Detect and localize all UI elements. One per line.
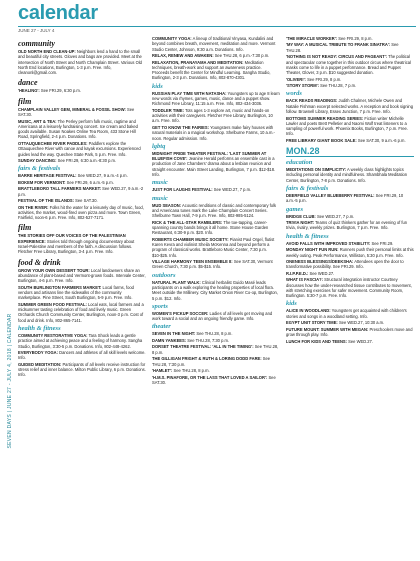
event-listing	[286, 116, 414, 137]
event-listing	[286, 247, 414, 258]
event-title: OTTAUQUECHEE RIVER PADDLES:	[18, 140, 88, 146]
category-heading: health & fitness	[18, 324, 61, 332]
event-listing	[152, 53, 280, 58]
event-details: See FRI.29, 6:30 p.m.	[40, 88, 81, 94]
column-1	[18, 36, 146, 480]
event-listing	[152, 187, 280, 192]
category-heading: kids	[286, 300, 297, 308]
event-listing	[18, 350, 146, 361]
event-listing	[152, 151, 280, 177]
event-listing	[152, 36, 280, 52]
event-details: Teams of quiz thinkers gather for an evening of fun trivia, rivalry, weekly prizes. Burlington, 7 p.m. Free. Info.	[286, 220, 408, 231]
event-details: See SAT.30.	[75, 198, 98, 204]
category-heading: games	[286, 205, 303, 213]
event-details: Pianist Paul Orgel, flutist Karen Kevra and violinist Sheila McKenna and beyond perform a program of classical works. Brattleboro Music Center, 7:30 p.m. $10-$25. Info.	[152, 236, 275, 258]
event-title: RELAX, RENEW AND AWAKEN:	[152, 53, 214, 59]
event-title: TRIVIA NIGHT:	[286, 220, 315, 226]
event-listing	[286, 138, 414, 143]
event-title: TODDLER TIME:	[152, 107, 184, 113]
event-details: Tots ages 1-3 explore art, music and hands-on activities with their caregivers. Fletcher Free Library, Burlington, 10 a.m. Free. Info.	[152, 107, 273, 124]
event-title: DORSET THEATRE FESTIVAL: 'ALL IN THE TIMING':	[152, 344, 254, 350]
event-details: Local landowners share an abundance of plant-based and Vermont-grown foods. Intervale Center, Burlington, 4-6 p.m. Free. Info.	[18, 267, 146, 284]
event-details: See THU.28, 7 p.m.	[320, 83, 357, 89]
listing-columns	[18, 36, 418, 480]
event-listing	[18, 180, 146, 185]
event-title: MUSIC, ART & TEA:	[18, 118, 57, 124]
event-title: THE GILLIGAN FRIGHT & RUTH & LORING DODD FARE:	[152, 356, 262, 362]
event-title: 'HAMLET':	[152, 368, 173, 374]
event-title: SOUTH BURLINGTON FARMERS MARKET:	[18, 284, 102, 290]
event-details: See FRI.29.	[371, 240, 394, 246]
event-listing	[286, 42, 414, 53]
event-details: See SAT.30, 9 a.m.-6 p.m.	[357, 137, 406, 143]
event-details: See WED.27.	[309, 270, 335, 276]
event-title: ROBERTS CHAMBER MUSIC SOCIETY:	[152, 236, 229, 242]
event-details: Youngsters make fairy houses with natural materials in a magical workshop. Shelburne Farms, 10 a.m.-noon. Regular admission. Info.	[152, 124, 275, 141]
event-title: GROW YOUR OWN DESSERT TOUR:	[18, 267, 90, 273]
event-listing	[286, 339, 414, 344]
category-heading: words	[286, 90, 302, 98]
event-details: The toe-tapping, career-spanning country bands brings it all home. Stone House Garden Restaurant, 6:30-9 p.m. $20. Info.	[152, 219, 269, 236]
event-details: Youngsters get acquainted with children's stories and songs in a woodland setting. Info.	[286, 308, 407, 319]
event-listing	[152, 91, 280, 107]
event-title: MIDNIGHT PRIDE THEATER FESTIVAL: 'LAST SUMMER AT BLUEFISH COVE':	[152, 150, 267, 162]
event-details: See THU.28, 7:30 p.m.	[152, 356, 271, 367]
event-title: OLD NORTH END CLEAN-UP:	[18, 49, 76, 54]
event-title: JUST FOR LAUGHS FESTIVAL:	[152, 187, 213, 193]
event-listing	[18, 362, 146, 378]
event-listing	[286, 83, 414, 88]
event-details: See SAT.30.	[152, 374, 276, 385]
event-details: See FRI.29, 8 p.m.	[338, 36, 373, 41]
event-title: AVOID FALLS WITH IMPROVED STABILITY:	[286, 240, 371, 246]
event-details: Attendees open the door to transformative possibility. See FRI.29. Info.	[286, 259, 404, 270]
event-details: Stories told through ongoing documentary about Israel-Palestine and members of the faith. A discussion follows. Fletcher Free Library, Burlington, 3-4 p.m. Free. Info.	[18, 238, 135, 255]
category-heading: music	[152, 194, 168, 202]
event-listing	[286, 327, 414, 338]
event-title: BACK READS READINGS:	[286, 98, 338, 104]
event-details: Structural integration instructor Courtney discusses how the under-researched tissue contributes to movement, with stretching exercises for safer movement. Community Room, Burlington. 5:30-7 p.m. Free. Info.	[286, 277, 412, 299]
event-listing	[152, 331, 280, 336]
event-details: See WED.27.	[348, 338, 373, 344]
event-title: 'OLIVER!':	[286, 76, 306, 82]
event-details: Local eats, local farmers and a midsummer tasting celebration of food and lively music. Green Orchards Church Community Center, Burlington, noon-3 p.m. Cost of food and drink. Info, 802-865-7141.	[18, 301, 144, 323]
event-listing	[18, 158, 146, 163]
event-details: Preschoolers move and grow through play. Info.	[286, 326, 413, 338]
category-heading: kids	[152, 82, 163, 90]
event-listing	[18, 173, 146, 178]
event-listing	[286, 214, 414, 219]
event-details: Meditation techniques, breath-work and support an awareness practice. Proceeds benefit the Center for Mindful Learning. Sangha Studio, Burlington, 2-3 p.m. Donations. Info, 802-870-4301.	[152, 59, 271, 81]
event-title: FUTURE MOUNT: SUMMER WITH MEGAN:	[286, 326, 369, 332]
event-title: GET TO KNOW THE FAIRIES:	[152, 124, 210, 130]
event-title: SUMMER GREEN FOOD FESTIVAL:	[18, 301, 87, 307]
event-details: See WED.27, 10:30 a.m.	[338, 320, 385, 326]
event-details: See THU.28.	[286, 42, 399, 53]
event-listing	[18, 233, 146, 254]
side-strip	[0, 0, 12, 480]
page-title: calendar	[18, 2, 98, 24]
event-details: See SAT.30, Vermont Green Church, 7:30 p.m. $5-$15. Info.	[152, 259, 273, 270]
event-title: RICK & THE ALL-STAR RAMBLERS:	[152, 219, 223, 225]
event-details: See THU.28, 8 p.m.	[173, 368, 210, 374]
event-details: Judith Chalmer, Michele Owen and Natalie Fishman excerpt selected works. A reception and book signing follow. Brownell Library, Essex Junction, 7 p.m. Free. Info.	[286, 98, 413, 115]
section-heading: food & drink	[18, 257, 61, 267]
event-title: COMMUNITY YOGA:	[152, 36, 192, 41]
event-title: VILLAGE HARMONY TEEN ENSEMBLE II:	[152, 259, 233, 265]
event-title: RUSSIAN PLAY TIME WITH NATASHA:	[152, 90, 227, 96]
event-details: See THU.28, 8 p.m.	[152, 344, 279, 355]
event-details: See FRI.29, 6:30 a.m.-8:30 p.m.	[57, 158, 117, 164]
event-title: GUIDED MEDITATION:	[18, 361, 62, 367]
event-details: The political and spectacular come together in this outdoor circus where theatrical masks come to life in a puppet performance. Bread and Puppet Theater, Glover, 3 p.m. $10 suggested donation.	[286, 54, 411, 76]
event-title: COMMUNITY RESTORATIVE YOGA:	[18, 332, 88, 338]
event-details: Participants of all levels receive instruction for stress relief and inner balance. Milton Public Library, 6 p.m. Donations. Info.	[18, 361, 146, 378]
event-title: ONENESS BLESSINGS/DEEKSHA:	[286, 259, 354, 264]
event-title: THE STORIES OFF OUR VOICES OF THE PALESTINIAN EXPERIENCE:	[18, 233, 126, 244]
event-title: LUNCH FOR KIDS AND TEENS:	[286, 338, 348, 344]
category-heading: lgbtq	[152, 142, 166, 150]
event-listing	[152, 259, 280, 270]
event-title: EGYPT UNIT STORY TIME:	[286, 320, 338, 326]
event-title: 'HEALING':	[18, 88, 40, 94]
event-listing	[286, 193, 414, 204]
event-details: Fiction writer Michelle Lawler and poets Brett Pelletier and Naomi Wolf treat listeners to a sampling of powerful work. Phoenix Books, Burlington, 7 p.m. Free. Info.	[286, 115, 408, 137]
event-listing	[286, 167, 414, 183]
event-listing	[286, 277, 414, 298]
event-title: BRIDGE CLUB:	[286, 213, 316, 219]
category-heading: health & fitness	[286, 232, 329, 240]
event-title: WHAT IS FASCIA?:	[286, 277, 323, 283]
category-heading: fairs & festivals	[286, 185, 329, 193]
event-title: MUD SEASON:	[152, 202, 182, 208]
event-listing	[18, 205, 146, 221]
event-details: Acoustic renditions of classic and contemporary folk and Americana tunes mark the Lake Champlain Concert Series. Shelburne Town Hall, 7-9 p.m. Free. Info, 802-985-5124.	[152, 202, 277, 219]
event-details: Clinical herbalist Guido Masé leads participants on a walk exploring the healing properties of local flora. Meet outside the Millinery. City Market Onion River Co-op, Burlington, 5 p.m. $12. Info.	[152, 279, 278, 301]
event-listing	[286, 220, 414, 231]
event-title: WOMEN'S PICKUP SOCCER:	[152, 310, 209, 316]
event-listing	[286, 36, 414, 41]
category-heading: music	[152, 179, 168, 187]
event-title: SUNDAY DANCING:	[18, 158, 57, 164]
event-title: DAMN YANKEES:	[152, 337, 187, 343]
event-title: MEDITATIONS ON SIMPLICITY:	[286, 167, 347, 173]
date-range: JUNE 27 - JULY 4	[18, 28, 55, 33]
category-heading: theater	[152, 323, 171, 331]
event-details: The Perley perform folk music, ragtime and Americana at a leisurely fundraising concert. Ice cream and baked goods available. Susan Noakes Online Tea Room, 433 Stone Hill Road, Springfield, 2-4 p.m. Donations. Info.	[18, 118, 138, 140]
event-listing	[286, 320, 414, 325]
event-title: BARRE HERITAGE FESTIVAL:	[18, 173, 77, 179]
event-details: Ladies of all levels get moving and work toward a social and an ongoing friendly game. Info.	[152, 310, 273, 322]
event-listing	[286, 98, 414, 114]
event-listing	[18, 333, 146, 349]
event-listing	[152, 280, 280, 301]
event-title: SEVEN IN THE NIGHT:	[152, 331, 196, 337]
event-title: 'MY WAY: A MUSICAL TRIBUTE TO FRANK SINATRA':	[286, 42, 391, 48]
event-listing	[18, 285, 146, 301]
event-listing	[18, 141, 146, 157]
event-details: Neighbors lend a hand to the small and beautiful city streets. Gloves and bags are provided. Meet at the intersection of North Street and North Champlain Street. Various Old North End locations, Burlington, 1-3 p.m. Free. Info, cleanonl@gmail.com.	[18, 49, 142, 76]
event-details: Youngsters up to age 8 learn new words via rhymes, games, music, dance and a puppet show. Richmond Free Library, 11:15 a.m. Free. Info, 802-434-3036.	[152, 90, 280, 107]
event-details: Runners push their personal limits at this weekly outing. Peak Performance, Williston, 5:30 p.m. Free. Info.	[286, 247, 414, 258]
event-details: See THU.28, 8 p.m.	[196, 331, 233, 337]
event-title: FREE LIBRARY GIANT BOOK SALE:	[286, 137, 357, 143]
page-header	[18, 2, 418, 24]
event-listing	[286, 271, 414, 276]
event-listing	[152, 356, 280, 367]
event-details: See FRI.29, 8 p.m.	[307, 76, 342, 82]
event-details: See SAT.30.	[18, 106, 135, 118]
event-listing	[152, 203, 280, 219]
event-listing	[286, 77, 414, 82]
event-listing	[18, 302, 146, 323]
event-listing	[152, 368, 280, 373]
event-details: See WED.27, 9 a.m.-2 p.m.	[18, 186, 144, 197]
event-listing	[152, 220, 280, 236]
event-title: RELAXATION, PRANAYAMA AND MEDITATION:	[152, 59, 244, 65]
column-3	[286, 36, 414, 480]
event-details: A weekly class highlights topics including personal identity and mindfulness. Shambhala Meditation Center, Burlington, 7-8 p.m. Donations. Info.	[286, 167, 408, 183]
event-listing	[152, 311, 280, 322]
event-details: Tara Shock leads a gentle practice aimed at achieving peace and a feeling of harmony. Sangha Studio, Burlington, 3:30-5 p.m. Donations. Info, 802-448-4262.	[18, 332, 143, 349]
event-details: Folks hit the water for a leisurely day of music, food, activities, the market, wood-fired oven pizza and more. Town Green, Fairfield, noon-6 p.m. Free. Info, 802-527-7171.	[18, 204, 144, 221]
date-range-bar	[18, 26, 416, 36]
event-listing	[152, 338, 280, 343]
event-title: NATURAL PLANT WALK:	[152, 279, 201, 285]
event-details: See FRI.29, 6 a.m.-5 p.m.	[66, 179, 114, 185]
event-title: BOKEM FOR VERMONT:	[18, 179, 66, 185]
event-listing	[286, 308, 414, 319]
event-title: 'NOTHING IS NOT READY: CIRCUS AND PAGEANT':	[286, 54, 388, 60]
event-title: BOTTOMS SUMMER READING SERIES:	[286, 115, 364, 121]
event-listing	[152, 237, 280, 258]
event-details: Jeanine Herald performs an ensemble cast in a production of Jane Chambers' drama about a lesbian reunion and straight encounter. Main Street Landing, Burlington, 7 p.m. $12-$18. Info.	[152, 156, 276, 177]
category-heading: fairs & festivals	[18, 165, 61, 173]
event-title: ON THE RIVER:	[18, 204, 49, 210]
event-listing	[286, 54, 414, 75]
event-title: MONDAY NIGHT FUN RUN:	[286, 247, 339, 253]
side-strip-text: SEVEN DAYS | JUNE 27 - JULY 4, 2018 | CALENDAR	[7, 313, 13, 449]
event-details: See THU.28, 7:30 p.m.	[187, 337, 230, 343]
event-title: ALICE IN WOODLAND:	[286, 308, 331, 314]
event-listing	[18, 88, 146, 93]
event-title: 'H.M.S. PINAFORE, OR THE LASS THAT LOVED A SAILOR':	[152, 374, 268, 380]
event-details: See WED.27, 7 p.m.	[213, 187, 252, 193]
section-heading: dance	[18, 78, 38, 88]
event-listing	[152, 60, 280, 81]
event-listing	[18, 198, 146, 203]
event-details: Paddlers explore the Ottauquechee River with canoe and kayak excursions. Experienced guides lead the way. Quechee State Park, 5 p.m. Free. Info.	[18, 140, 141, 157]
event-details: See WED.27, 9 a.m.-4 p.m.	[77, 173, 128, 179]
event-listing	[286, 259, 414, 270]
event-title: R.I.P.P.E.D.:	[286, 270, 309, 276]
section-heading: film	[18, 96, 32, 106]
event-listing	[152, 125, 280, 141]
event-listing	[152, 108, 280, 124]
event-listing	[18, 186, 146, 197]
event-listing	[152, 344, 280, 355]
event-title: 'THE MIRACLE WORKER':	[286, 36, 338, 41]
event-details: A lineup of traditional Vinyasa, Kundalini and beyond combines breath, movement, meditation and more. Vermont Studio Center, Johnson, 9:30 a.m. Donations. Info.	[152, 36, 276, 52]
event-details: See THU.28, 6 p.m.-7:30 p.m.	[214, 53, 270, 59]
event-title: BRATTLEBORO TALL FARMERS MARKET:	[18, 186, 102, 192]
section-heading: film	[18, 223, 32, 233]
event-listing	[18, 268, 146, 284]
column-2	[152, 36, 280, 480]
event-listing	[152, 375, 280, 386]
event-listing	[286, 241, 414, 246]
event-listing	[18, 107, 146, 118]
category-heading: outdoors	[152, 271, 176, 279]
category-heading: education	[286, 159, 313, 167]
event-details: Dancers and athletes of all skill levels welcome. Info.	[18, 350, 146, 361]
event-details: Local farms, food vendors and artisans line the sidewalks of the community marketplace. Pine Street, South Burlington, 5-9 p.m. Free. Info.	[18, 284, 134, 301]
event-details: See WED.27, 7 p.m.	[316, 213, 355, 219]
event-listing	[18, 119, 146, 140]
section-heading: community	[18, 39, 55, 48]
event-title: EVERYBODY YOGA:	[18, 350, 58, 356]
event-details: See FRI.29, 10 a.m.-5 p.m.	[286, 193, 404, 204]
category-heading: sports	[152, 302, 168, 310]
event-title: 'STORY STORM':	[286, 83, 319, 89]
date-heading: MON.28	[286, 146, 414, 157]
event-title: CHAMPLAIN VALLEY GEM, MINERAL & FOSSIL SHOW:	[18, 106, 126, 112]
event-listing	[18, 49, 146, 75]
event-title: DEERFIELD VALLEY BLUEBERRY FESTIVAL:	[286, 193, 375, 199]
event-title: FESTIVAL OF THE ISLANDS:	[18, 198, 75, 204]
